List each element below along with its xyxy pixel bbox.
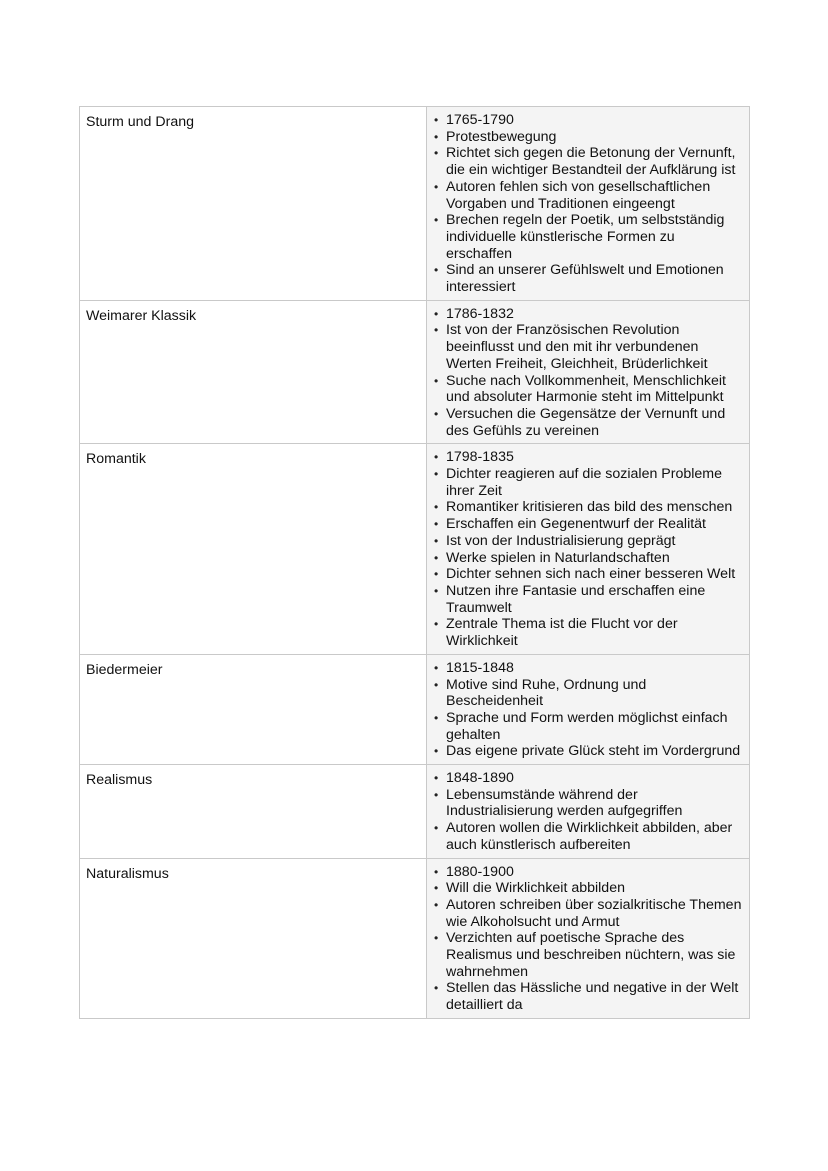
list-item: • Sprache und Form werden möglichst einfach gehalten: [434, 710, 743, 743]
epoch-name: Naturalismus: [80, 858, 427, 1018]
list-item: • Ist von der Industrialisierung geprägt: [434, 533, 743, 550]
bullet-list: [434, 660, 743, 760]
list-item: • 1765-1790: [434, 112, 743, 129]
list-item: • Brechen regeln der Poetik, um selbstständig individuelle künstlerische Formen zu erschaffen: [434, 212, 743, 262]
epoch-characteristics: [427, 654, 750, 764]
table-row: [80, 300, 750, 444]
epoch-characteristics: [427, 765, 750, 859]
list-item: • Dichter sehnen sich nach einer besseren Welt: [434, 566, 743, 583]
list-item: • 1815-1848: [434, 660, 743, 677]
list-item: • 1848-1890: [434, 770, 743, 787]
list-item: • Richtet sich gegen die Betonung der Vernunft, die ein wichtiger Bestandteil der Aufklärung ist: [434, 145, 743, 178]
bullet-list: [434, 770, 743, 854]
epoch-name: Biedermeier: [80, 654, 427, 764]
list-item: • Lebensumstände während der Industrialisierung werden aufgegriffen: [434, 787, 743, 820]
list-item: • Sind an unserer Gefühlswelt und Emotionen interessiert: [434, 262, 743, 295]
epoch-characteristics: [427, 300, 750, 444]
list-item: • Versuchen die Gegensätze der Vernunft und des Gefühls zu vereinen: [434, 406, 743, 439]
list-item: • Verzichten auf poetische Sprache des Realismus und beschreiben nüchtern, was sie wahrnehmen: [434, 930, 743, 980]
list-item: • Das eigene private Glück steht im Vordergrund: [434, 743, 743, 760]
bullet-list: [434, 306, 743, 440]
epoch-name: Sturm und Drang: [80, 107, 427, 301]
literary-epochs-table: [79, 106, 750, 1019]
table-row: [80, 765, 750, 859]
epoch-characteristics: [427, 444, 750, 654]
table-row: [80, 107, 750, 301]
epoch-name: Realismus: [80, 765, 427, 859]
document-page: [79, 106, 750, 1019]
list-item: • Romantiker kritisieren das bild des menschen: [434, 499, 743, 516]
list-item: • Dichter reagieren auf die sozialen Probleme ihrer Zeit: [434, 466, 743, 499]
epoch-name: Romantik: [80, 444, 427, 654]
list-item: • 1798-1835: [434, 449, 743, 466]
list-item: • Erschaffen ein Gegenentwurf der Realität: [434, 516, 743, 533]
list-item: • Will die Wirklichkeit abbilden: [434, 880, 743, 897]
bullet-list: [434, 449, 743, 649]
table-row: [80, 858, 750, 1018]
list-item: • Motive sind Ruhe, Ordnung und Bescheidenheit: [434, 677, 743, 710]
list-item: • Zentrale Thema ist die Flucht vor der Wirklichkeit: [434, 616, 743, 649]
list-item: • Werke spielen in Naturlandschaften: [434, 550, 743, 567]
list-item: • Autoren schreiben über sozialkritische Themen wie Alkoholsucht und Armut: [434, 897, 743, 930]
list-item: • 1786-1832: [434, 306, 743, 323]
list-item: • Autoren wollen die Wirklichkeit abbilden, aber auch künstlerisch aufbereiten: [434, 820, 743, 853]
epoch-characteristics: [427, 107, 750, 301]
list-item: • Suche nach Vollkommenheit, Menschlichkeit und absoluter Harmonie steht im Mittelpunkt: [434, 373, 743, 406]
table-row: [80, 444, 750, 654]
list-item: • Autoren fehlen sich von gesellschaftlichen Vorgaben und Traditionen eingeengt: [434, 179, 743, 212]
epoch-characteristics: [427, 858, 750, 1018]
list-item: • Nutzen ihre Fantasie und erschaffen eine Traumwelt: [434, 583, 743, 616]
bullet-list: [434, 864, 743, 1014]
table-row: [80, 654, 750, 764]
bullet-list: [434, 112, 743, 296]
list-item: • Protestbewegung: [434, 129, 743, 146]
epoch-name: Weimarer Klassik: [80, 300, 427, 444]
list-item: • 1880-1900: [434, 864, 743, 881]
list-item: • Ist von der Französischen Revolution beeinflusst und den mit ihr verbundenen Werten Freiheit, Gleichheit, Brüderlichkeit: [434, 322, 743, 372]
list-item: • Stellen das Hässliche und negative in der Welt detailliert da: [434, 980, 743, 1013]
